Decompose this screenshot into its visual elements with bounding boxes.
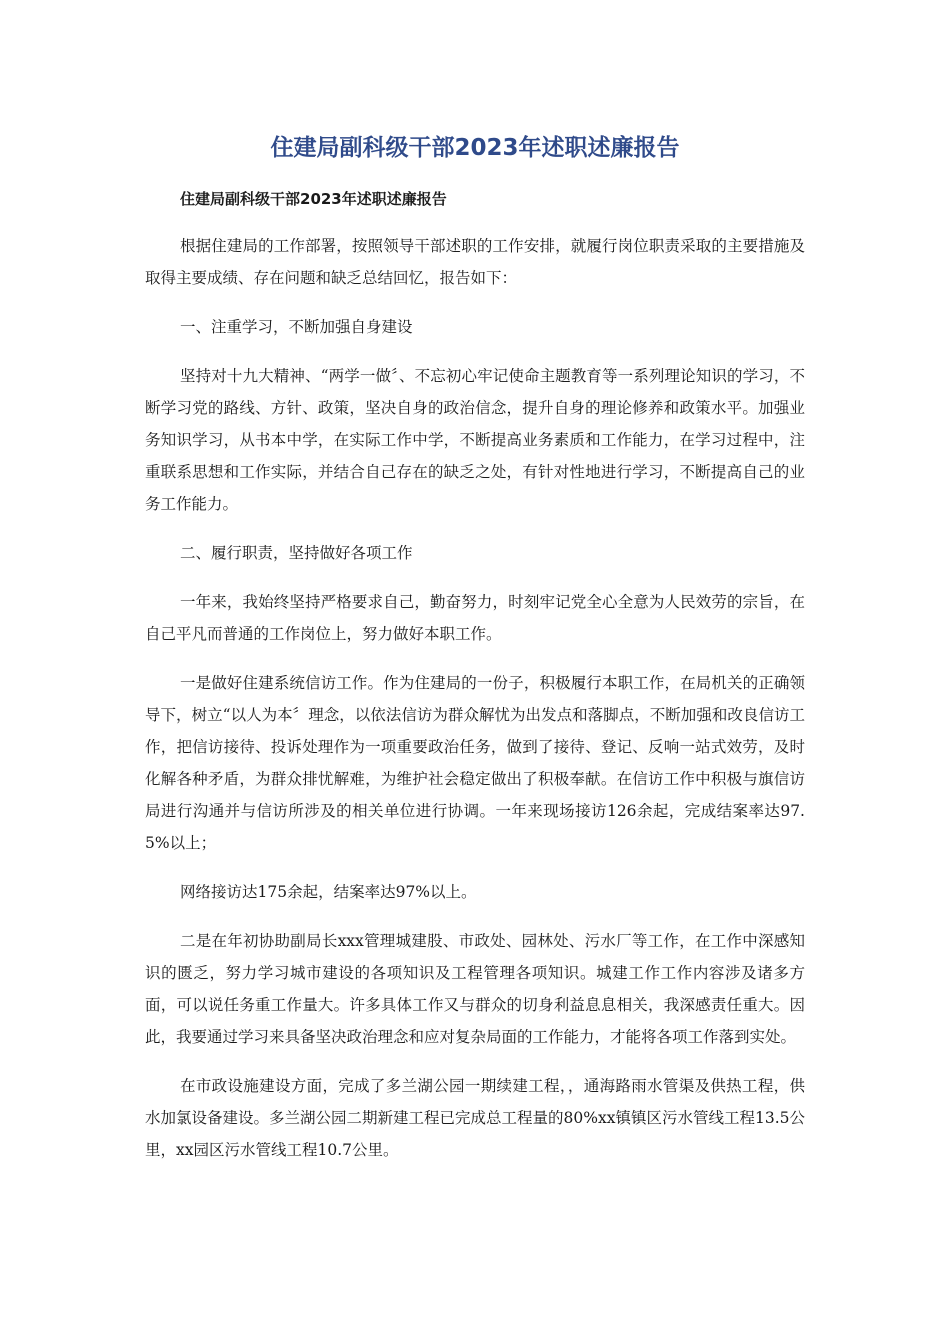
paragraph-municipal-facilities: 在市政设施建设方面，完成了多兰湖公园一期续建工程，，通海路雨水管渠及供热工程，供水加氯设备建设。多兰湖公园二期新建工程已完成总工程量的80%xx镇镇区污水管线工程13.5公里，xx园区污水管线工程10.7公里。	[145, 1077, 805, 1159]
paragraph-petition-work: 一是做好住建系统信访工作。作为住建局的一份子，积极履行本职工作，在局机关的正确领导下，树立“以人为本〞理念，以依法信访为群众解忧为出发点和落脚点，不断加强和改良信访工作，把信访接待、投诉处理作为一项重要政治任务，做到了接待、登记、反响一站式效劳，及时化解各种矛盾，为群众排忧解难，为维护社会稳定做出了积极奉献。在信访工作中积极与旗信访局进行沟通并与信访所涉及的相关单位进行协调。一年来现场接访126余起，完成结案率达97.5%以上；	[145, 674, 805, 852]
paragraph-study: 坚持对十九大精神、“两学一做〞、不忘初心牢记使命主题教育等一系列理论知识的学习，不断学习党的路线、方针、政策，坚决自身的政治信念，提升自身的理论修养和政策水平。加强业务知识学习，从书本中学，在实际工作中学，不断提高业务素质和工作能力，在学习过程中，注重联系思想和工作实际，并结合自己存在的缺乏之处，有针对性地进行学习，不断提高自己的业务工作能力。	[145, 367, 805, 513]
paragraph-duty: 一年来，我始终坚持严格要求自己，勤奋努力，时刻牢记党全心全意为人民效劳的宗旨，在自己平凡而普通的工作岗位上，努力做好本职工作。	[145, 593, 805, 643]
paragraph-intro: 根据住建局的工作部署，按照领导干部述职的工作安排，就履行岗位职责采取的主要措施及取得主要成绩、存在问题和缺乏总结回忆，报告如下：	[145, 237, 805, 287]
section-heading-2: 二、履行职责，坚持做好各项工作	[180, 544, 413, 562]
document-title: 住建局副科级干部2023年述职述廉报告	[270, 135, 680, 161]
document-subtitle: 住建局副科级干部2023年述职述廉报告	[180, 190, 447, 208]
section-heading-1: 一、注重学习，不断加强自身建设	[180, 318, 413, 336]
document-body	[145, 230, 805, 1183]
paragraph-urban-construction: 二是在年初协助副局长xxx管理城建股、市政处、园林处、污水厂等工作，在工作中深感知识的匮乏，努力学习城市建设的各项知识及工程管理各项知识。城建工作工作内容涉及诸多方面，可以说任务重工作量大。许多具体工作又与群众的切身利益息息相关，我深感责任重大。因此，我要通过学习来具备坚决政治理念和应对复杂局面的工作能力，才能将各项工作落到实处。	[145, 932, 805, 1046]
paragraph-online-petition: 网络接访达175余起，结案率达97%以上。	[180, 883, 477, 901]
